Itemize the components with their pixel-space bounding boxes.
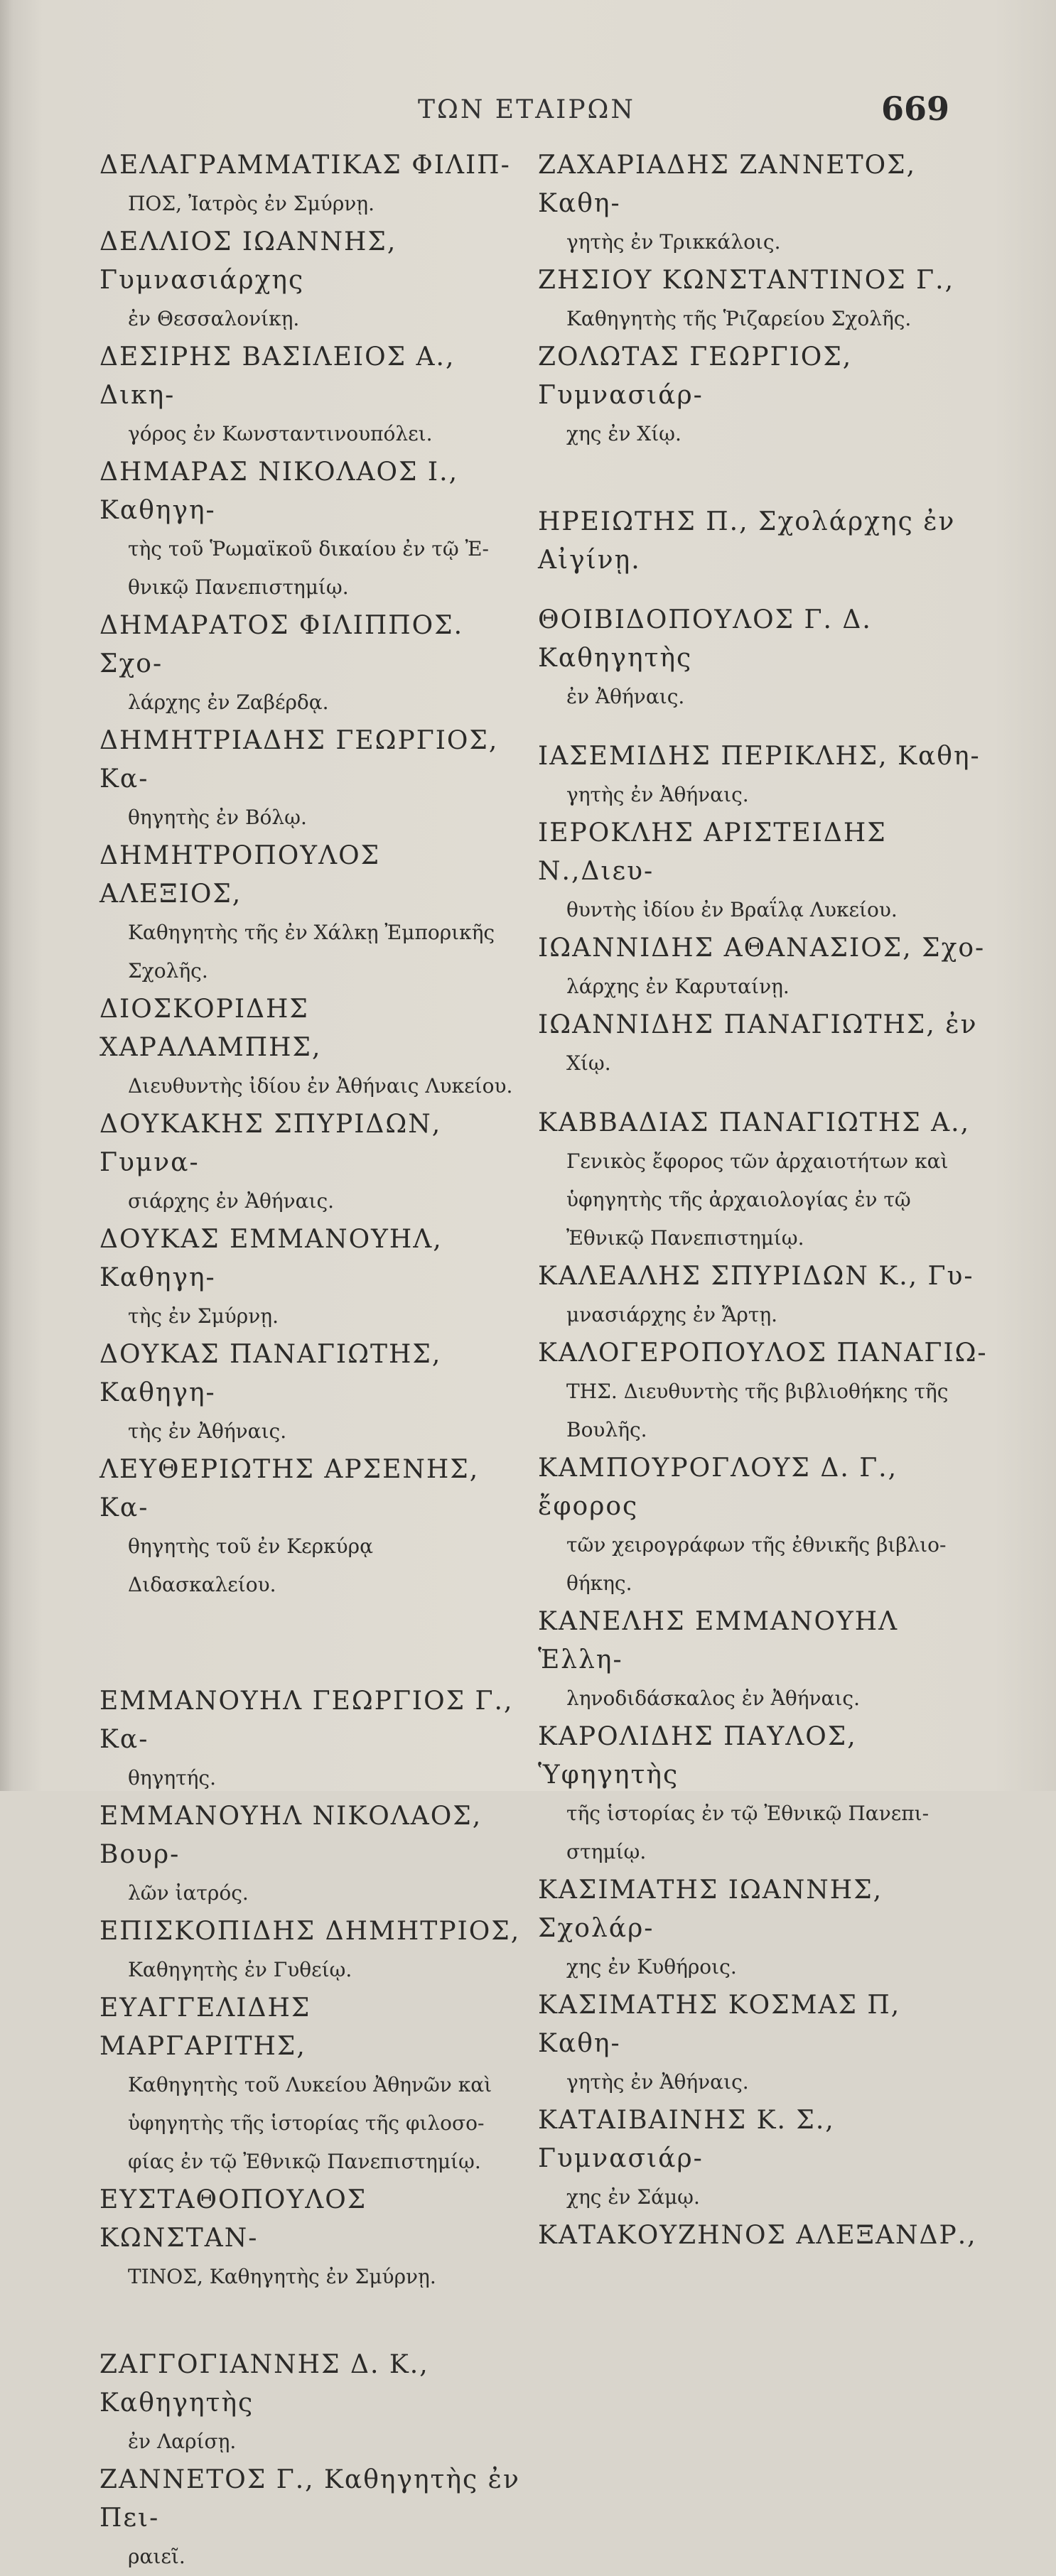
entry-description: Καθηγητὴς τῆς ἐν Χάλκῃ Ἐμπορικῆς Σχολῆς. xyxy=(128,921,495,983)
entry-description: θηγητὴς τοῦ ἐν Κερκύρᾳ Διδασκαλείου. xyxy=(128,1535,373,1596)
section-gap xyxy=(538,453,993,503)
entry-description: Χίῳ. xyxy=(566,1051,611,1075)
section-gap xyxy=(99,2296,526,2346)
entry-first-line: ΕΜΜΑΝΟΥΗΛ ΓΕΩΡΓΙΟΣ Γ., Κα- xyxy=(99,1687,514,1754)
entry-first-line: ΖΑΝΝΕΤΟΣ Γ., Καθηγητὴς ἐν Πει- xyxy=(99,2465,520,2533)
entry-first-line: ΚΑΝΕΛΗΣ ΕΜΜΑΝΟΥΗΛ Ἑλλη- xyxy=(538,1607,899,1674)
entry-description: ΠΟΣ, Ἰατρὸς ἐν Σμύρνῃ. xyxy=(128,192,375,215)
member-entry xyxy=(538,1718,993,1871)
entry-first-line: ΖΑΓΓΟΓΙΑΝΝΗΣ Δ. Κ., Καθηγητὴς xyxy=(99,2350,429,2418)
entry-first-line: ΕΠΙΣΚΟΠΙΔΗΣ ΔΗΜΗΤΡΙΟΣ, xyxy=(99,1917,521,1946)
entry-description: χης ἐν Χίῳ. xyxy=(566,422,681,445)
entry-first-line: ΔΗΜΗΤΡΟΠΟΥΛΟΣ ΑΛΕΞΙΟΣ, xyxy=(99,841,381,909)
entry-description: γόρος ἐν Κωνσταντινουπόλει. xyxy=(128,422,433,445)
member-entry xyxy=(538,503,993,580)
member-entry xyxy=(538,1257,993,1334)
entry-first-line: ΔΕΛΛΙΟΣ ΙΩΑΝΝΗΣ, Γυμνασιάρχης xyxy=(99,227,397,295)
entry-description: θυντὴς ἰδίου ἐν Βραΐλᾳ Λυκείου. xyxy=(566,898,898,921)
entry-description: λάρχης ἐν Ζαβέρδᾳ. xyxy=(128,691,329,714)
entry-first-line: ΙΑΣΕΜΙΔΗΣ ΠΕΡΙΚΛΗΣ, Καθη- xyxy=(538,742,981,771)
member-entry xyxy=(538,737,993,814)
member-entry xyxy=(538,146,993,261)
member-entry xyxy=(99,607,526,722)
entry-description: Γενικὸς ἔφορος τῶν ἀρχαιοτήτων καὶ ὑφηγητὴς τῆς ἀρχαιολογίας ἐν τῷ Ἐθνικῷ Πανεπιστημίῳ. xyxy=(566,1149,949,1250)
entry-description: ἐν Ἀθήναις. xyxy=(566,685,685,708)
entry-description: τῆς ἱστορίας ἐν τῷ Ἐθνικῷ Πανεπι- στημίῳ. xyxy=(566,1802,930,1863)
entry-first-line: ΚΑΤΑΚΟΥΖΗΝΟΣ ΑΛΕΞΑΝΔΡ., xyxy=(538,2221,977,2250)
entry-description: χης ἐν Σάμῳ. xyxy=(566,2185,700,2209)
entry-first-line: ΔΗΜΑΡΑΣ ΝΙΚΟΛΑΟΣ Ι., Καθηγη- xyxy=(99,458,459,525)
entry-first-line: ΖΟΛΩΤΑΣ ΓΕΩΡΓΙΟΣ, Γυμνασιάρ- xyxy=(538,342,853,410)
entry-description: χης ἐν Κυθήροις. xyxy=(566,1955,737,1979)
entry-first-line: ΗΡΕΙΩΤΗΣ Π., Σχολάρχης ἐν Αἰγίνῃ. xyxy=(538,507,956,575)
member-entry xyxy=(538,1334,993,1449)
member-entry xyxy=(538,261,993,338)
member-entry xyxy=(99,837,526,990)
member-entry xyxy=(538,1449,993,1603)
entry-description: γητὴς ἐν Ἀθήναις. xyxy=(566,783,749,806)
member-entry xyxy=(538,1986,993,2101)
entry-first-line: ΖΗΣΙΟΥ ΚΩΝΣΤΑΝΤΙΝΟΣ Γ., xyxy=(538,266,955,295)
entry-description: ληνοδιδάσκαλος ἐν Ἀθήναις. xyxy=(566,1687,860,1710)
page-header xyxy=(0,84,1056,126)
section-gap xyxy=(538,580,993,601)
entry-first-line: ΔΗΜΗΤΡΙΑΔΗΣ ΓΕΩΡΓΙΟΣ, Κα- xyxy=(99,726,499,794)
entry-first-line: ΔΟΥΚΑΣ ΠΑΝΑΓΙΩΤΗΣ, Καθηγη- xyxy=(99,1340,442,1407)
entry-description: τῶν χειρογράφων τῆς ἐθνικῆς βιβλιο- θήκης. xyxy=(566,1533,947,1595)
member-entry xyxy=(99,722,526,837)
entry-description: θηγητής. xyxy=(128,1766,216,1790)
member-entry xyxy=(538,2101,993,2217)
entry-first-line: ΔΙΟΣΚΟΡΙΔΗΣ ΧΑΡΑΛΑΜΠΗΣ, xyxy=(99,995,322,1062)
entry-first-line: ΔΟΥΚΑΣ ΕΜΜΑΝΟΥΗΛ, Καθηγη- xyxy=(99,1225,443,1292)
entry-first-line: ΚΑΒΒΑΔΙΑΣ ΠΑΝΑΓΙΩΤΗΣ Α., xyxy=(538,1108,971,1137)
member-entry xyxy=(538,601,993,716)
entry-description: τὴς ἐν Ἀθήναις. xyxy=(128,1419,287,1443)
section-gap xyxy=(538,716,993,737)
member-entry xyxy=(538,929,993,1006)
entry-first-line: ΘΟΙΒΙΔΟΠΟΥΛΟΣ Γ. Δ. Καθηγητὴς xyxy=(538,605,872,673)
member-entry xyxy=(538,2217,993,2255)
entry-first-line: ΕΥΑΓΓΕΛΙΔΗΣ ΜΑΡΓΑΡΙΤΗΣ, xyxy=(99,1993,311,2061)
member-entry xyxy=(99,1451,526,1604)
entry-description: λάρχης ἐν Καρυταίνῃ. xyxy=(566,975,790,998)
entry-description: μνασιάρχης ἐν Ἄρτῃ. xyxy=(566,1303,778,1326)
section-gap xyxy=(538,1083,993,1104)
left-column xyxy=(99,146,526,2576)
entry-description: θηγητὴς ἐν Βόλῳ. xyxy=(128,806,307,829)
member-entry xyxy=(99,453,526,607)
member-entry xyxy=(538,1603,993,1718)
entry-first-line: ΚΑΜΠΟΥΡΟΓΛΟΥΣ Δ. Γ., ἔφορος xyxy=(538,1454,898,1521)
entry-first-line: ΔΕΣΙΡΗΣ ΒΑΣΙΛΕΙΟΣ Α., Δικη- xyxy=(99,342,456,410)
member-entry xyxy=(538,1104,993,1257)
entry-first-line: ΚΑΤΑΙΒΑΙΝΗΣ Κ. Σ., Γυμνασιάρ- xyxy=(538,2106,835,2173)
entry-description: σιάρχης ἐν Ἀθήναις. xyxy=(128,1189,335,1213)
member-entry xyxy=(99,1989,526,2181)
member-entry xyxy=(99,1912,526,1989)
entry-description: γητὴς ἐν Τρικκάλοις. xyxy=(566,230,781,254)
entry-description: ἐν Θεσσαλονίκῃ. xyxy=(128,307,300,330)
member-entry xyxy=(99,2461,526,2576)
entry-first-line: ΙΩΑΝΝΙΔΗΣ ΑΘΑΝΑΣΙΟΣ, Σχο- xyxy=(538,933,986,963)
entry-first-line: ΕΥΣΤΑΘΟΠΟΥΛΟΣ ΚΩΝΣΤΑΝ- xyxy=(99,2185,367,2253)
entry-description: ΤΙΝΟΣ, Καθηγητὴς ἐν Σμύρνῃ. xyxy=(128,2265,436,2288)
member-entry xyxy=(99,1682,526,1797)
member-entry xyxy=(99,1797,526,1912)
entry-first-line: ΚΑΛΕΑΛΗΣ ΣΠΥΡΙΔΩΝ Κ., Γυ- xyxy=(538,1262,974,1291)
entry-description: ΤΗΣ. Διευθυντὴς τῆς βιβλιοθήκης τῆς Βουλῆς. xyxy=(566,1380,949,1441)
member-entry xyxy=(99,223,526,338)
entry-first-line: ΚΑΛΟΓΕΡΟΠΟΥΛΟΣ ΠΑΝΑΓΙΩ- xyxy=(538,1338,988,1368)
entry-description: τὴς ἐν Σμύρνῃ. xyxy=(128,1304,279,1328)
member-entry xyxy=(99,1105,526,1221)
entry-first-line: ΖΑΧΑΡΙΑΔΗΣ ΖΑΝΝΕΤΟΣ, Καθη- xyxy=(538,151,917,218)
entry-description: Διευθυντὴς ἰδίου ἐν Ἀθήναις Λυκείου. xyxy=(128,1074,513,1098)
member-entry xyxy=(99,338,526,453)
member-entry xyxy=(538,814,993,929)
entry-first-line: ΕΜΜΑΝΟΥΗΛ ΝΙΚΟΛΑΟΣ, Βουρ- xyxy=(99,1802,483,1869)
member-entry xyxy=(538,1006,993,1083)
entry-first-line: ΚΑΣΙΜΑΤΗΣ ΚΟΣΜΑΣ Π, Καθη- xyxy=(538,1991,901,2058)
entry-first-line: ΔΕΛΑΓΡΑΜΜΑΤΙΚΑΣ ΦΙΛΙΠ- xyxy=(99,151,511,180)
entry-description: λῶν ἰατρός. xyxy=(128,1881,249,1905)
entry-description: Καθηγητὴς τῆς Ῥιζαρείου Σχολῆς. xyxy=(566,307,912,330)
member-entry xyxy=(99,146,526,223)
entry-description: ἐν Λαρίσῃ. xyxy=(128,2430,237,2453)
entry-first-line: ΔΟΥΚΑΚΗΣ ΣΠΥΡΙΔΩΝ, Γυμνα- xyxy=(99,1110,442,1177)
member-entry xyxy=(99,1221,526,1336)
entry-first-line: ΔΗΜΑΡΑΤΟΣ ΦΙΛΙΠΠΟΣ. Σχο- xyxy=(99,611,464,678)
member-entry xyxy=(99,1336,526,1451)
member-entry xyxy=(538,1871,993,1986)
entry-description: γητὴς ἐν Ἀθήναις. xyxy=(566,2070,749,2094)
right-column xyxy=(538,146,993,2255)
page-number: 669 xyxy=(881,90,950,128)
entry-description: ραιεῖ. xyxy=(128,2545,185,2568)
entry-first-line: ΙΕΡΟΚΛΗΣ ΑΡΙΣΤΕΙΔΗΣ Ν.,Διευ- xyxy=(538,818,887,886)
entry-first-line: ΛΕΥΘΕΡΙΩΤΗΣ ΑΡΣΕΝΗΣ, Κα- xyxy=(99,1455,480,1522)
member-entry xyxy=(99,2181,526,2296)
member-entry xyxy=(99,990,526,1105)
running-title: ΤΩΝ ΕΤΑΙΡΩΝ xyxy=(418,95,635,124)
entry-description: Καθηγητὴς ἐν Γυθείῳ. xyxy=(128,1958,352,1981)
member-entry xyxy=(538,338,993,453)
entry-first-line: ΚΑΣΙΜΑΤΗΣ ΙΩΑΝΝΗΣ, Σχολάρ- xyxy=(538,1876,883,1943)
entry-first-line: ΙΩΑΝΝΙΔΗΣ ΠΑΝΑΓΙΩΤΗΣ, ἐν xyxy=(538,1010,978,1039)
section-gap xyxy=(99,1604,526,1682)
entry-first-line: ΚΑΡΟΛΙΔΗΣ ΠΑΥΛΟΣ, Ὑφηγητὴς xyxy=(538,1722,857,1790)
member-entry xyxy=(99,2346,526,2461)
entry-description: τὴς τοῦ Ῥωμαϊκοῦ δικαίου ἐν τῷ Ἐ- θνικῷ Πανεπιστημίῳ. xyxy=(128,537,489,599)
entry-description: Καθηγητὴς τοῦ Λυκείου Ἀθηνῶν καὶ ὑφηγητὴς τῆς ἱστορίας τῆς φιλοσο- φίας ἐν τῷ Ἐθνικῷ Πανεπιστημίῳ. xyxy=(128,2073,492,2173)
